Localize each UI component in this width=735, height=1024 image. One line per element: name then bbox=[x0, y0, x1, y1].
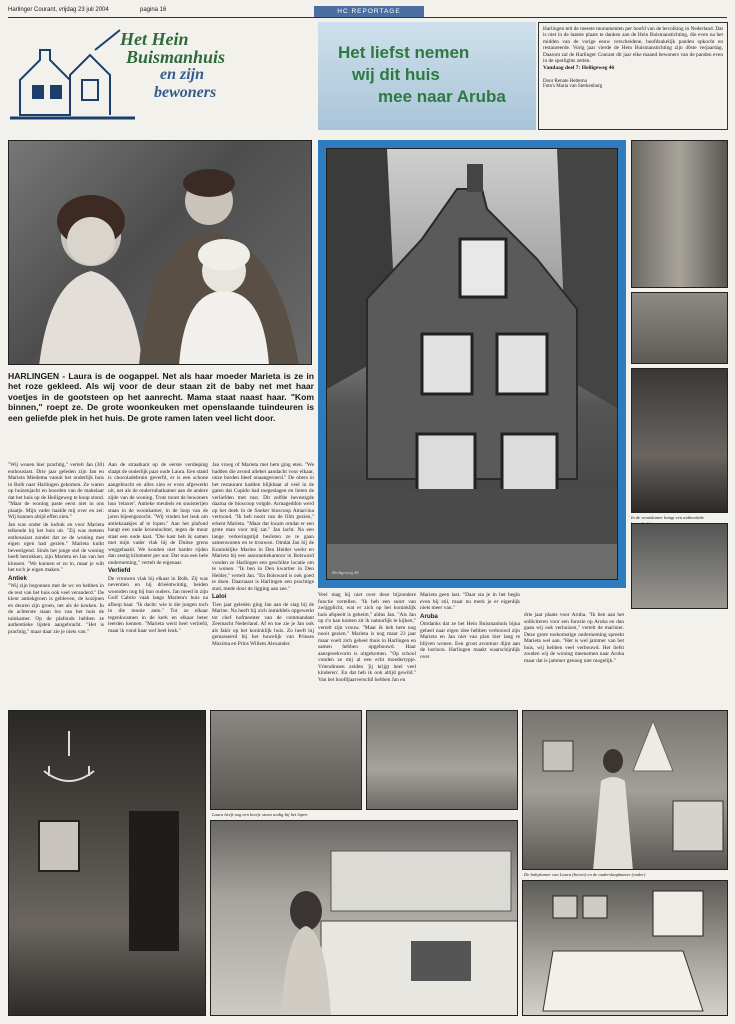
logo-line1: Het Hein bbox=[120, 29, 189, 49]
col2-heading: Verliefd bbox=[108, 567, 131, 574]
col5-para2: Omdanks dat ze het Hein Buismanhuis bijna geheel naar eigen idee hebben verbouwd zijn Marieta en Jan niet van plan hier lang te blijven wonen. Een groot avontuur dijnt aan de horizon. Harlingen maakt waarschijnlijk over bbox=[420, 621, 520, 660]
house-photo-frame bbox=[318, 140, 626, 588]
logo-title bbox=[120, 30, 225, 102]
headline-line1: Het liefst nemen bbox=[338, 43, 470, 62]
lead-paragraph: HARLINGEN - Laura is de oogappel. Net als haar moeder Marieta is ze in het roze gekleed. Als wij voor de deur staan zit de baby net met haar voetjes in de gootsteen op het aanrecht. Mama staat naast haar. "Kom binnen," roept ze. De grote woonkeuken met openslaande tuindeuren is een geliefde plek in het huis. De grote ramen laten veel licht door. bbox=[8, 371, 314, 423]
col3-para1: Jan vroeg of Marieta met hem ging eten. "We hadden die avond allebei aandacht voor elkaar, onze borden bleef onaangeroerd." De obers in het restaurant hadden blijkbaar al veel in de gaten dat Cupido had toegeslagen en lieten de verliefden met rust. Dit zelfde bevestigde daarna de bioscoop volgde. Armageddon werd op het doek in de Sneker bioscoop Amarcina vertoond. "Ik heb nooit van de film gezien," erkent Marieta. "Maar dat kwam omdat er een grote man voor mij zat." Jan lacht. Na een lange verkeringstijd besloten ze te gaan samenwonen en te trouwen. Omdat Jan bij de Koninklijke Marine in Den Helder werkt en Marieta bij een assurantiekantoor in Bolsward vonden ze Harlingen een geschikte locatie om te wonen. "Ik ben in Den kwartier in Den Helder," vertelt Jan. "En Bolsward is ook goed te doen. Daarnaast is Harlingen een prachtige stad, mede door de ligging aan zee." bbox=[212, 462, 314, 592]
bottom-photo-chandelier-room bbox=[8, 710, 206, 1016]
side-photo-kitchen bbox=[631, 523, 728, 609]
col1-para2: Jan was onder de indruk en voor Marieta telkende hij het huis uit. "Zij was meteen enthousiast zonder dat ze de woning met eigen ogen had gezien." Marieta kuikt bevestigend. Sinds het jonge stel de woning heeft betrokken, zijn Marieta en Jan van het klussen. "We kunnen er zo in, maar je wilt het toch je eigen maken." bbox=[8, 521, 104, 573]
byline-photos: Foto's Maria van Sterkenburg bbox=[543, 84, 603, 90]
bottom-photo-kitchen bbox=[210, 820, 518, 1016]
col5-heading: Aruba bbox=[420, 612, 438, 620]
col2-para1: Aan de straatkant op de eerste verdieping slaapt de ouderlijk paar oude Laura. Een stand is chocoladebruin geverfd, er is een schone aangebracht en alles zien er even afgewerkt uit, net als de onderrubatkamer aan de andere zijde van de woning. Trots toont de bewoners hun 'relaxer'. Antieke meubels en snuisterijen staan in de woonkamer, in de loop van de jaren bijeengezocht. "Wij vinden het leuk om antiekzaakjes af te lopen." Aan het plafond hangt een oude kroonluchter, tegen de muur staat een oude kast. "Die kast heb ik samen met mijn vader vlak bij de Duitse grens weggehaald. We konden niet harder rijden dan zestig kilometer per uur. Dat was een hele onderneming," vertelt de eigenaar. bbox=[108, 462, 208, 566]
side-photo-hallway bbox=[631, 140, 728, 288]
house-photo bbox=[326, 148, 618, 580]
bottom-photo-garden bbox=[366, 710, 518, 810]
masthead-paper: Harlinger Courant, vrijdag 23 juli 2004 bbox=[8, 7, 109, 13]
intro-text: Harlingen telt de meeste monumenten per hoofd van de bevolking in Nederland. Dat is niet in de laatste plaats te danken aan de Hein Buismanstichting, die even na het midden van de vorige eeuw verscheidene, hoofdzakelijk panden opkocht en restaureerde. Vorig jaar vierde de Hein Buismanstichting zijn 40ste verjaardag. Daarom zal de Harlinger Courant dit jaar elke maand bewoners van de panden even in de spotlights zetten. bbox=[543, 26, 723, 65]
logo-line2: Buismanhuis bbox=[126, 47, 226, 67]
col2-para2: De vrouwen vlak bij elkaar in Bolk. Zij was neventien en hij drieëntwintig, beiden woonden nog bij hun ouders. Jan meed in zijn Golf Cabrio vaak langs Marieta's huis na afloop haar. "Ik dacht: wie is die jongen toch in die mooie auto." Tot ze elkaar tegenkwamen in de kerk en elkaar beter leerden kennen. "Marieta werd heel verliefd, maar ik vond haar wel heel leuk." bbox=[108, 575, 208, 634]
body-column-1 bbox=[8, 462, 104, 706]
series-logo bbox=[10, 20, 310, 130]
headline-line2: wij dit huis bbox=[352, 65, 440, 84]
bottom-photo-laura-walking bbox=[210, 710, 362, 810]
side-photo-livingroom bbox=[631, 368, 728, 513]
logo-line4: bewoners bbox=[154, 84, 217, 101]
intro-issue: Vandaag deel 7: Heiligeweg 46 bbox=[543, 65, 615, 72]
section-tag: HC REPORTAGE bbox=[314, 6, 424, 17]
caption-bedrooms: De babykamer van Laura (boven) en de ouderslaapkamer (onder) bbox=[524, 872, 646, 877]
masthead-page: pagina 16 bbox=[140, 7, 167, 13]
col3-para2: Tien jaar geleden ging Jan aan de slag bij de Marine. Na heeft hij zich inmiddels opgewerkt tot chef hofmeester van de commandant Zeemacht Nederland. Af en toe zie je Jan ook als fakir op het koninklijk huis. Zo heeft hij gemasseerd bij het huwelijk van Prinses Maxima en Prins Willem Alexander. bbox=[212, 601, 314, 647]
col4-para1: Veel mag hij niet over deze bijzondere functie vertellen. "Ik heb een soort van zwijgplicht, wat er zich op het koninklijk huis afspeelt is geheim," aldus Jan. "Als Jan op z'n kan komen zit ik natuurlijk te kijken," vertelt zijn vrouw. "Maar ik heb hem nog nooit gezien." Marieta is nog maar 23 jaar maar voelt zich geheel thuis in Harlingen en samen hebben opgebouwd. Haar aanspreekvorm is uitgekomen. "Op school vonden ze mij al een echt moedertypje. Vriendinnen zeiden 'jij krijgt heel veel kinderen'. En dat heb ik ook altijd gewild." Van het hoofdjaarverschil hebben Jan en bbox=[318, 592, 416, 683]
col1-heading: Antiek bbox=[8, 574, 27, 582]
byline-author: Door Renate Hetterna bbox=[543, 79, 587, 85]
masthead-bar bbox=[8, 6, 727, 18]
caption-laura-walking: Laura heeft nog een beetje steun nodig bij het lopen bbox=[212, 812, 308, 817]
bottom-photo-babyroom bbox=[522, 710, 728, 870]
side-caption-livingroom: In de woonkamer hangt een authentieke bbox=[631, 515, 705, 520]
body-column-6 bbox=[524, 612, 624, 706]
col6-para1: drie jaar plaats voor Aruba. "Ik ben aan het solliciteren voor een functie op Aruba en dan gaan wij ook verhuizen," vertelt de marinier. Deze grote toekomstige onderneming spreekt Marieta wel aan. "Het is wel jammer van het huis, wij hebben veel verbouwd. Het liefst zouden wij de woning meenemen naar Aruba maar dat is jammer genoeg niet mogelijk." bbox=[524, 612, 624, 664]
headline-line3: mee naar Aruba bbox=[378, 87, 506, 106]
body-column-3 bbox=[212, 462, 314, 706]
bottom-photo-bedroom bbox=[522, 880, 728, 1016]
intro-box bbox=[538, 22, 728, 130]
headline-text bbox=[338, 42, 506, 108]
side-photo-room bbox=[631, 292, 728, 364]
col3-heading: Laloi bbox=[212, 593, 227, 600]
body-column-5 bbox=[420, 592, 520, 706]
col5-para1: Marieta geen last. "Daar sta je in het begin even bij stil, maar nu merk je er eigenlijk niets meer van." bbox=[420, 592, 520, 611]
body-column-2 bbox=[108, 462, 208, 706]
house-caption: Heiligeweg 46 bbox=[332, 570, 359, 575]
col1-para3: "Wij zijn begonnen met de wc en hebben in de rest van het huis ook veel veranderd." De kleur antiekgroen is gebleven, de kozijnen en deuren zijn groen, net als de keuken. In de achterste staan los van het huis de tuinkamer. Op de plafonds hebben ze authentieke lijsten aangebracht. "Het is prachtig," maar daar zie je niets van." bbox=[8, 583, 104, 635]
logo-line3: en zijn bbox=[160, 66, 205, 83]
body-column-4 bbox=[318, 592, 416, 706]
family-photo bbox=[8, 140, 312, 365]
col1-para1: "Wij wonen hier prachtig," vertelt Jan (30) enthousiast. Drie jaar geleden zijn Jan en Marieta Miedema vanuit het onderlijk huis in Bolk naar Harlingen gekomen. Ze waren op huizenjacht en hoorden van de makelaar dat het huis op de Heiligeweg te koop stond. "Maar de woning paste eerst niet in ons plaatje. Mijn vader haalde mij over en zei: Wij kunnen altijd effen zien." bbox=[8, 462, 104, 520]
headline-block bbox=[318, 22, 536, 130]
